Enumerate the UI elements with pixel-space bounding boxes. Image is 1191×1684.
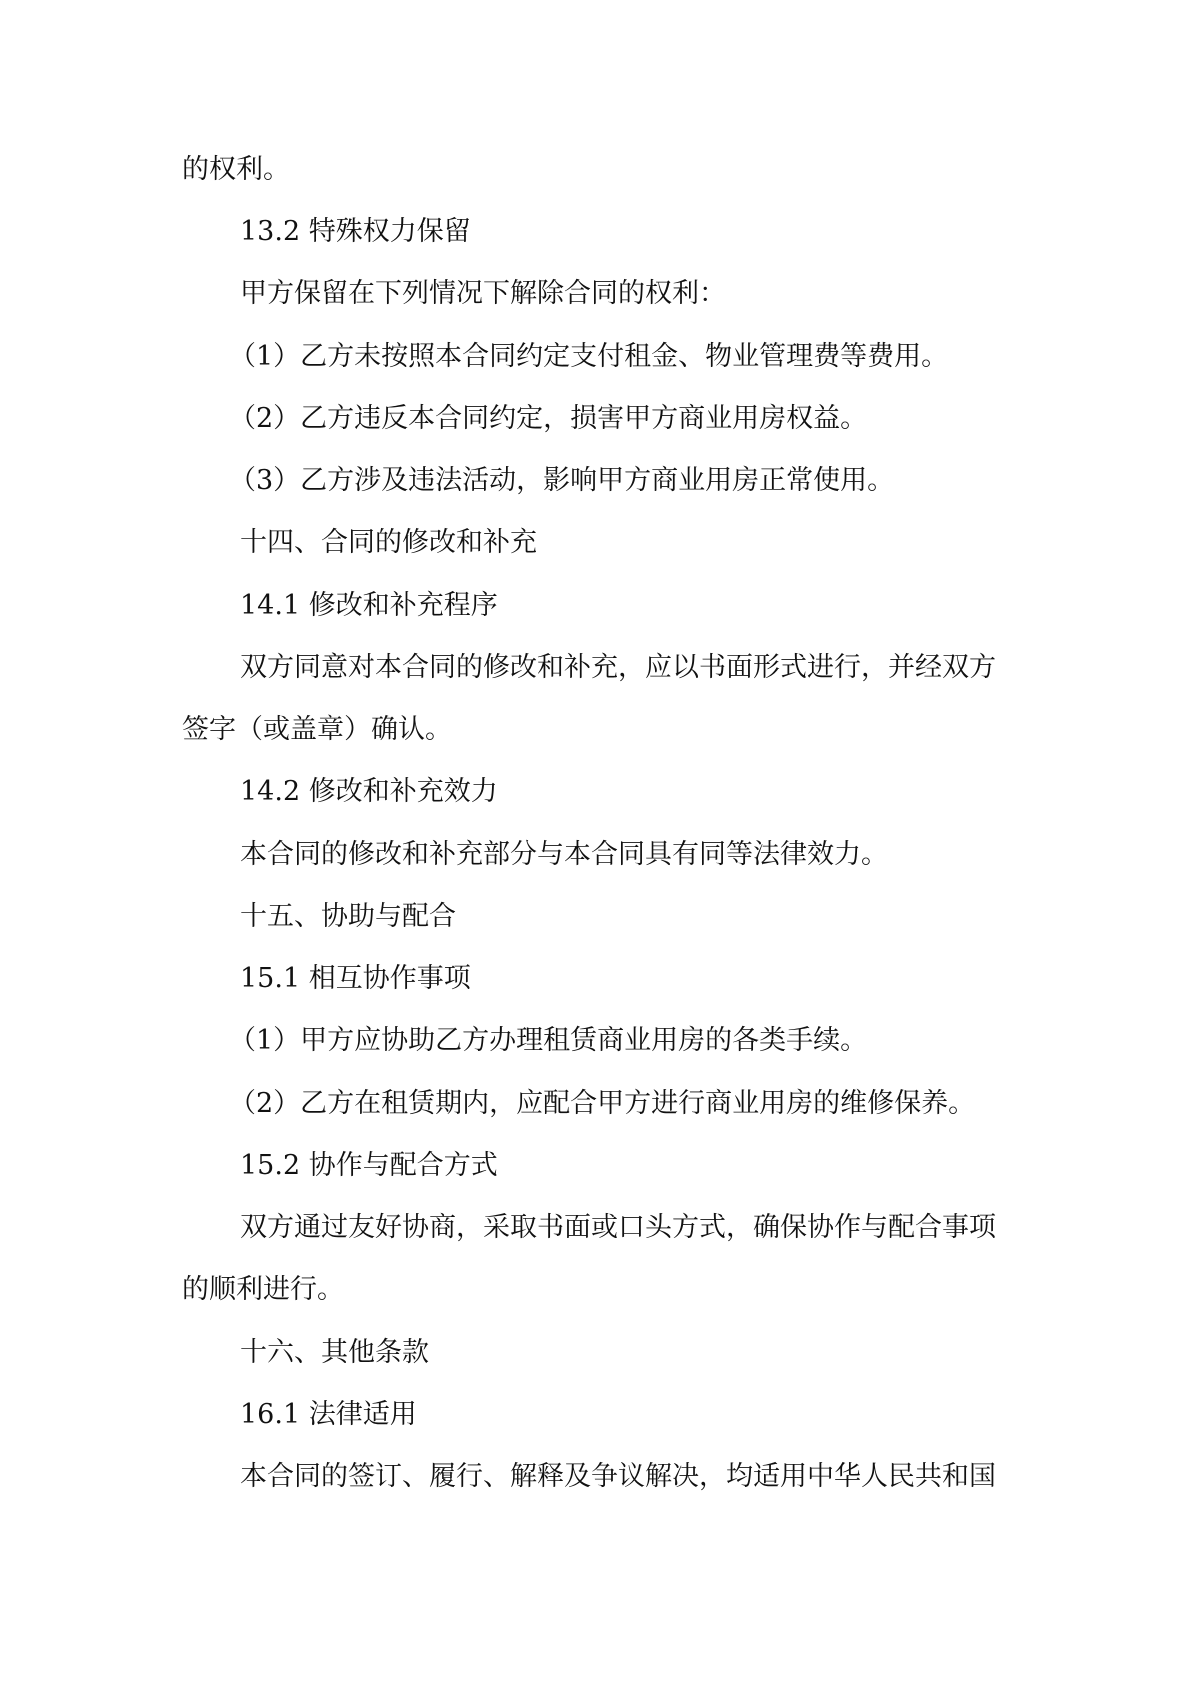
clause-heading-14-1: 14.1 修改和补充程序 (240, 590, 498, 621)
section-heading-15: 十五、协助与配合 (240, 901, 456, 932)
clause-heading-15-2: 15.2 协作与配合方式 (240, 1150, 498, 1181)
list-item: （1）甲方应协助乙方办理租赁商业用房的各类手续。 (229, 1025, 868, 1056)
list-item: （3）乙方涉及违法活动，影响甲方商业用房正常使用。 (229, 465, 895, 496)
clause-heading-14-2: 14.2 修改和补充效力 (240, 776, 498, 807)
paragraph-text: 双方通过友好协商，采取书面或口头方式，确保协作与配合事项 (240, 1212, 996, 1243)
paragraph-text: 双方同意对本合同的修改和补充，应以书面形式进行，并经双方 (240, 652, 996, 683)
paragraph-continuation: 签字（或盖章）确认。 (182, 714, 452, 745)
paragraph-continuation: 的权利。 (182, 154, 290, 185)
paragraph-continuation: 的顺利进行。 (182, 1274, 344, 1305)
clause-heading-16-1: 16.1 法律适用 (240, 1399, 417, 1430)
list-item: （1）乙方未按照本合同约定支付租金、物业管理费等费用。 (229, 341, 949, 372)
clause-heading-15-1: 15.1 相互协作事项 (240, 963, 471, 994)
section-heading-16: 十六、其他条款 (240, 1337, 429, 1368)
paragraph-text: 本合同的修改和补充部分与本合同具有同等法律效力。 (240, 839, 888, 870)
section-heading-14: 十四、合同的修改和补充 (240, 527, 537, 558)
list-item: （2）乙方在租赁期内，应配合甲方进行商业用房的维修保养。 (229, 1088, 976, 1119)
paragraph-text: 本合同的签订、履行、解释及争议解决，均适用中华人民共和国 (240, 1461, 996, 1492)
clause-heading-13-2: 13.2 特殊权力保留 (240, 216, 471, 247)
paragraph-text: 甲方保留在下列情况下解除合同的权利： (240, 278, 726, 309)
list-item: （2）乙方违反本合同约定，损害甲方商业用房权益。 (229, 403, 868, 434)
